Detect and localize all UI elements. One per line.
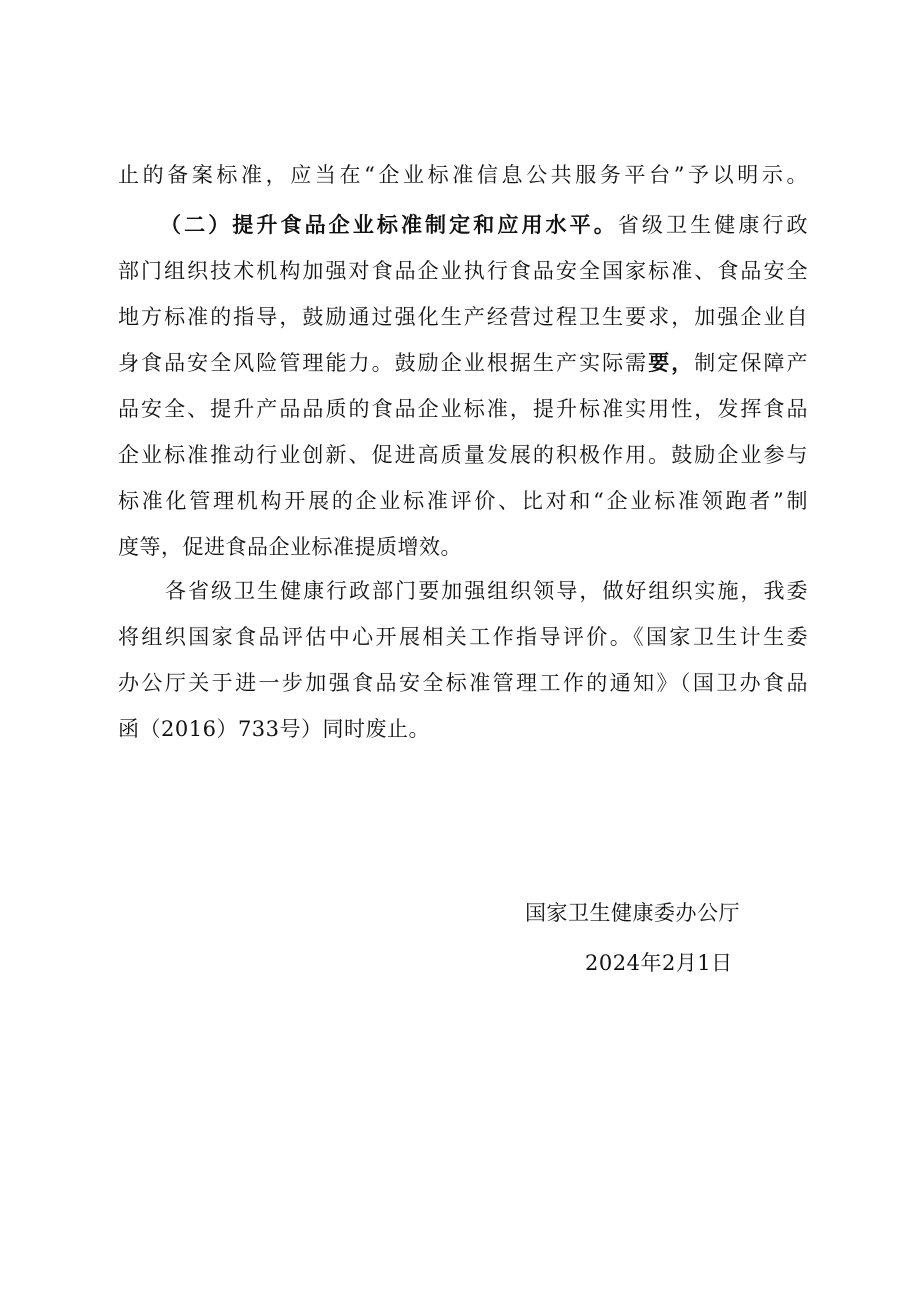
paragraph-line: 标准化管理机构开展的企业标准评价、比对和“企业标准领跑者”制	[118, 489, 808, 513]
paragraph-text: 省级卫生健康行政	[617, 213, 809, 237]
issue-date: 2024年2月1日	[585, 951, 733, 975]
paragraph-line: 企业标准推动行业创新、促进高质量发展的积极作用。鼓励企业参与	[118, 443, 808, 467]
paragraph-line: 度等，促进食品企业标准提质增效。	[118, 535, 462, 559]
issuer-signature: 国家卫生健康委办公厅	[525, 901, 740, 925]
paragraph-line: 品安全、提升产品品质的食品企业标准，提升标准实用性，发挥食品	[118, 397, 808, 421]
section-heading: （二）提升食品企业标准制定和应用水平。	[160, 213, 618, 237]
paragraph-line: 止的备案标准，应当在“企业标准信息公共服务平台”予以明示。	[118, 163, 808, 187]
paragraph-line: 地方标准的指导，鼓励通过强化生产经营过程卫生要求，加强企业自	[118, 305, 808, 329]
paragraph-line: 办公厅关于进一步加强食品安全标准管理工作的通知》（国卫办食品	[118, 671, 808, 695]
paragraph-line: 将组织国家食品评估中心开展相关工作指导评价。《国家卫生计生委	[118, 625, 808, 649]
paragraph-line	[160, 205, 808, 245]
paragraph-line: 部门组织技术机构加强对食品企业执行食品安全国家标准、食品安全	[118, 259, 808, 283]
paragraph-line: 各省级卫生健康行政部门要加强组织领导，做好组织实施，我委	[165, 579, 808, 603]
emphasis-text: 要，	[648, 351, 695, 375]
paragraph-line: 函（2016）733号）同时废止。	[118, 717, 431, 741]
paragraph-line	[118, 343, 808, 383]
paragraph-text: 身食品安全风险管理能力。鼓励企业根据生产实际需	[118, 351, 649, 375]
paragraph-text: 制定保障产	[694, 351, 809, 375]
